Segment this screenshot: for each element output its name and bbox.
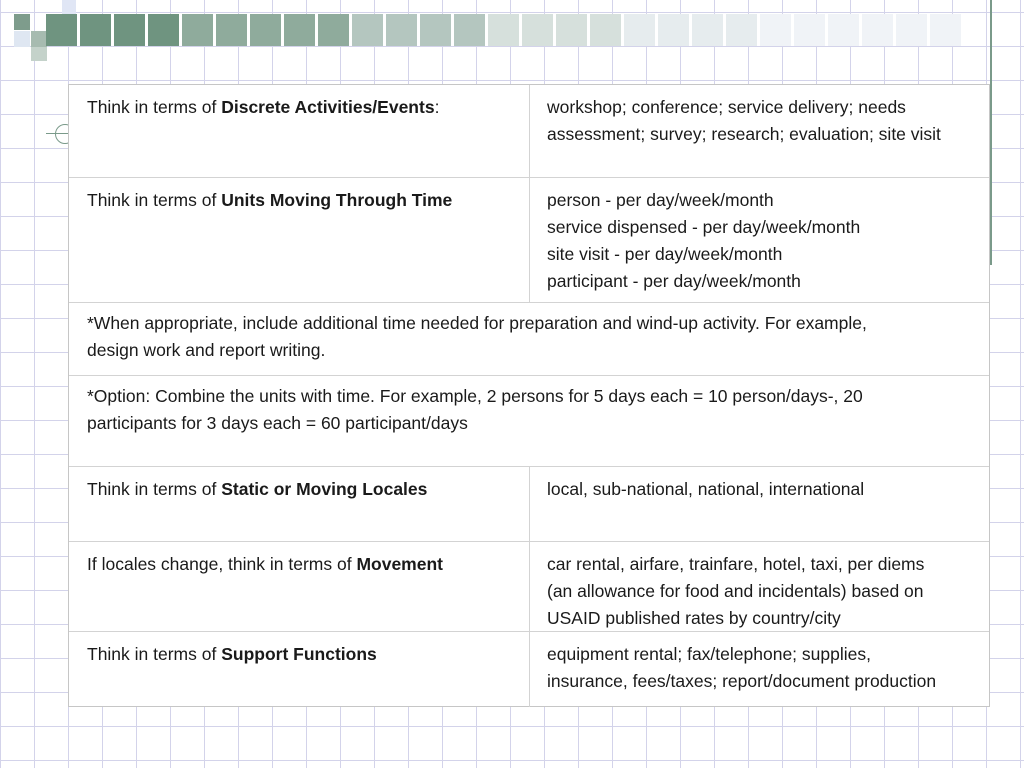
table-row	[69, 375, 989, 466]
column-divider	[529, 467, 530, 541]
header-tile-strip	[46, 14, 996, 46]
column-divider	[529, 632, 530, 707]
row-label-bold: Units Moving Through Time	[221, 190, 453, 210]
row-label: Think in terms of Static or Moving Locales	[87, 479, 428, 499]
vertical-accent-line	[990, 0, 992, 265]
column-divider	[529, 85, 530, 177]
table-row	[69, 466, 989, 541]
row-label-bold: Discrete Activities/Events	[221, 97, 435, 117]
row-label-bold: Static or Moving Locales	[221, 479, 428, 499]
table-row	[69, 177, 989, 302]
row-examples: car rental, airfare, trainfare, hotel, taxi, per diems (an allowance for food and incidentals) based on USAID published rates by country/city	[547, 554, 925, 628]
row-label-bold: Movement	[356, 554, 443, 574]
row-label-bold: Support Functions	[221, 644, 377, 664]
row-label: Think in terms of Units Moving Through Time	[87, 190, 453, 210]
column-divider	[529, 542, 530, 631]
header-square-4	[14, 31, 30, 47]
header-square-3	[31, 47, 47, 61]
note-text: *Option: Combine the units with time. For example, 2 persons for 5 days each = 10 person/days-, 20 participants for 3 days each = 60 participant/days	[87, 386, 863, 433]
table-row	[69, 85, 989, 177]
note-text: *When appropriate, include additional time needed for preparation and wind-up activity. For example, design work and report writing.	[87, 313, 867, 360]
table-row	[69, 631, 989, 707]
row-label: If locales change, think in terms of Movement	[87, 554, 443, 574]
table-row	[69, 302, 989, 375]
row-examples: local, sub-national, national, international	[547, 479, 865, 499]
row-examples: equipment rental; fax/telephone; supplies, insurance, fees/taxes; report/document production	[547, 644, 937, 691]
header-square-1	[14, 14, 30, 30]
row-label: Think in terms of Discrete Activities/Events:	[87, 97, 440, 117]
column-divider	[529, 178, 530, 302]
table-row	[69, 541, 989, 631]
row-label: Think in terms of Support Functions	[87, 644, 377, 664]
content-table	[68, 84, 990, 707]
row-examples: workshop; conference; service delivery; needs assessment; survey; research; evaluation; site visit	[547, 97, 941, 144]
row-examples: person - per day/week/month service dispensed - per day/week/month site visit - per day/week/month participant - per day/week/month	[547, 190, 861, 291]
header-square-2	[31, 31, 47, 47]
